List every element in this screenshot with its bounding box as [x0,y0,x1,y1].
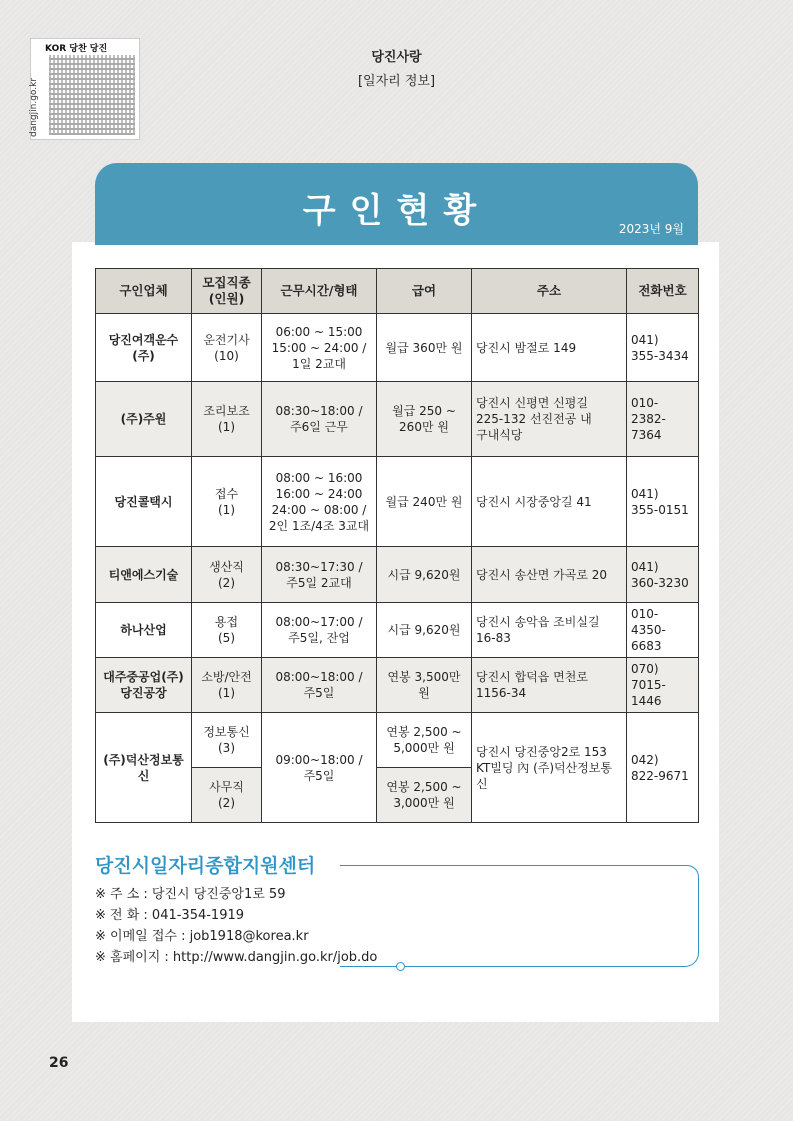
table-row [96,603,699,658]
center-homepage: ※ 홈페이지 : http://www.dangjin.go.kr/job.do [95,950,378,965]
company-cell: 당진여객운수(주) [96,314,192,382]
center-title: 당진시일자리종합지원센터 [95,855,316,877]
banner-date: 2023년 9월 [618,222,684,236]
col-header-phone: 전화번호 [627,269,699,314]
hours-cell: 08:30~17:30 / 주5일 2교대 [262,547,377,603]
table-header-row [96,269,699,314]
hours-cell: 08:00~18:00 / 주5일 [262,658,377,713]
company-cell: 하나산업 [96,603,192,658]
hours-cell: 08:30~18:00 / 주6일 근무 [262,382,377,457]
company-cell: 티앤에스기술 [96,547,192,603]
address-cell: 당진시 신평면 신평길 225-132 선진전공 내 구내식당 [472,382,627,457]
job-cell: 소방/안전 (1) [192,658,262,713]
frame-end-dot [396,962,405,971]
col-header-company: 구인업체 [96,269,192,314]
pay-cell: 월급 250 ~ 260만 원 [377,382,472,457]
address-cell: 당진시 당진중앙2로 153 KT빌딩 內 (주)덕산정보통신 [472,713,627,823]
col-header-pay: 급여 [377,269,472,314]
col-header-hours: 근무시간/형태 [262,269,377,314]
phone-cell: 010- 4350-6683 [627,603,699,658]
pay-cell: 시급 9,620원 [377,603,472,658]
pay-cell: 월급 240만 원 [377,457,472,547]
section-title: 당진사랑 [371,50,422,65]
phone-cell: 070) 7015-1446 [627,658,699,713]
hours-cell: 06:00 ~ 15:00 15:00 ~ 24:00 / 1일 2교대 [262,314,377,382]
address-cell: 당진시 송산면 가곡로 20 [472,547,627,603]
table-row [96,713,699,768]
phone-cell: 041) 360-3230 [627,547,699,603]
pay-cell: 연봉 2,500 ~ 5,000만 원 [377,713,472,768]
pay-cell: 연봉 3,500만 원 [377,658,472,713]
pay-cell: 연봉 2,500 ~ 3,000만 원 [377,768,472,823]
job-cell: 조리보조 (1) [192,382,262,457]
address-cell: 당진시 송악읍 조비실길 16-83 [472,603,627,658]
job-cell: 사무직 (2) [192,768,262,823]
qr-side-text: dangjin.go.kr [29,77,39,137]
center-phone: ※ 전 화 : 041-354-1919 [95,908,245,923]
table-row [96,547,699,603]
company-cell: (주)주원 [96,382,192,457]
job-listing-table [95,268,699,823]
phone-cell: 042) 822-9671 [627,713,699,823]
job-cell: 용접 (5) [192,603,262,658]
table-row [96,314,699,382]
pay-cell: 시급 9,620원 [377,547,472,603]
company-cell: 대주중공업(주) 당진공장 [96,658,192,713]
center-address: ※ 주 소 : 당진시 당진중앙1로 59 [95,887,286,902]
job-cell: 운전기사 (10) [192,314,262,382]
title-banner [95,163,698,245]
address-cell: 당진시 시장중앙길 41 [472,457,627,547]
job-cell: 정보통신 (3) [192,713,262,768]
table-row [96,382,699,457]
phone-cell: 041) 355-0151 [627,457,699,547]
pay-cell: 월급 360만 원 [377,314,472,382]
hours-cell: 09:00~18:00 / 주5일 [262,713,377,823]
address-cell: 당진시 밤절로 149 [472,314,627,382]
company-cell: (주)덕산정보통신 [96,713,192,823]
hours-cell: 08:00 ~ 16:00 16:00 ~ 24:00 24:00 ~ 08:00 / 2인 1조/4조 3교대 [262,457,377,547]
job-cell: 생산직 (2) [192,547,262,603]
phone-cell: 041) 355-3434 [627,314,699,382]
col-header-job: 모집직종 (인원) [192,269,262,314]
company-cell: 당진콜택시 [96,457,192,547]
phone-cell: 010- 2382-7364 [627,382,699,457]
qr-logo: KOR 당찬 당진 [45,44,108,54]
section-subtitle: [일자리 정보] [357,74,436,89]
table-row [96,457,699,547]
center-email: ※ 이메일 접수 : job1918@korea.kr [95,929,309,944]
col-header-address: 주소 [472,269,627,314]
table-row [96,658,699,713]
address-cell: 당진시 합덕읍 면천로 1156-34 [472,658,627,713]
page-number: 26 [49,1055,69,1071]
center-info-frame [340,865,699,967]
hours-cell: 08:00~17:00 / 주5일, 잔업 [262,603,377,658]
job-cell: 접수 (1) [192,457,262,547]
qr-code-icon [49,55,135,135]
banner-title: 구인현황 [302,191,491,231]
